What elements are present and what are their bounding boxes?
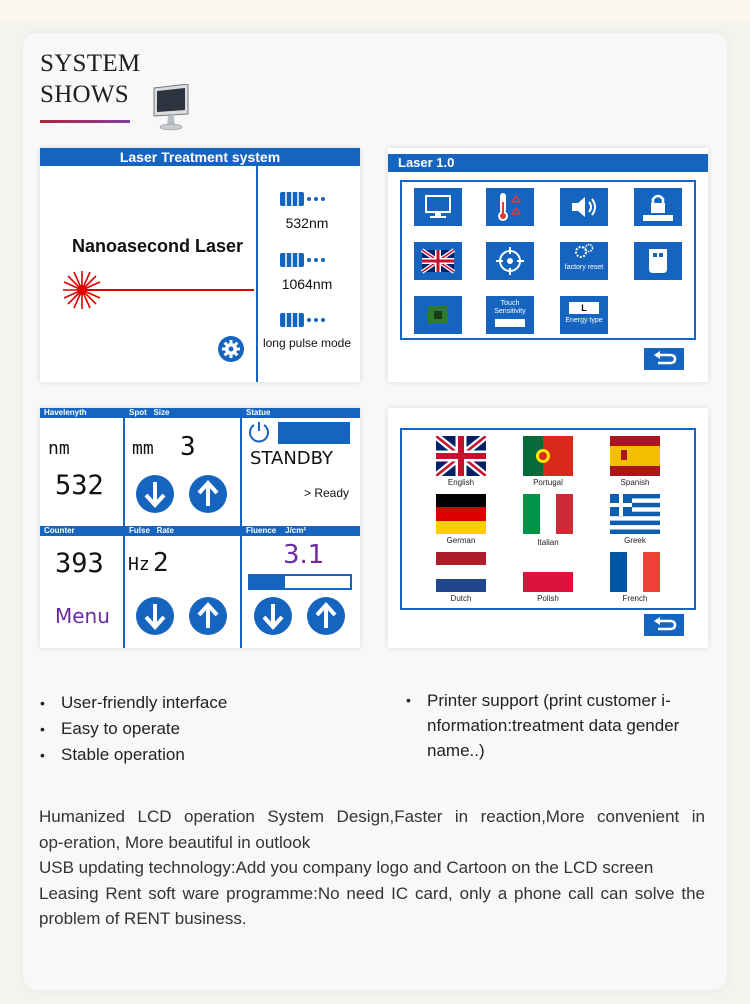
divider [123, 408, 125, 648]
laser-burst-icon [62, 270, 102, 310]
touch-icon [495, 319, 525, 327]
settings-grid [400, 180, 696, 340]
laser-diode-icon [278, 190, 328, 208]
menu-button[interactable]: Menu [55, 604, 110, 628]
spot-size-header: Spot Size [125, 408, 241, 418]
spot-value: 3 [180, 432, 196, 462]
germany-flag-icon[interactable] [436, 494, 486, 534]
divider [240, 408, 242, 648]
factory-reset-icon [560, 242, 608, 262]
increase-fluence-button[interactable] [306, 596, 346, 636]
gear-icon[interactable] [217, 335, 245, 363]
feature-item: • Stable operation [40, 742, 340, 768]
back-button[interactable] [644, 614, 684, 636]
laser-name: Nanoasecond Laser [72, 236, 244, 256]
language-label[interactable]: German [446, 536, 476, 545]
pulse-unit: Hz [128, 554, 150, 575]
language-label[interactable]: Greek [624, 536, 646, 545]
increase-spot-button[interactable] [188, 474, 228, 514]
treatment-status-screen [40, 408, 360, 648]
section-heading [40, 48, 140, 110]
laser-treatment-screen [40, 148, 360, 382]
feature-list-left [40, 690, 340, 768]
lock-icon [634, 188, 682, 226]
chip-button[interactable] [414, 296, 462, 334]
description-line: USB updating technology:Add you company logo and Cartoon on the LCD screen [39, 858, 654, 877]
energy-icon: L [569, 302, 599, 314]
heading-line-2: SHOWS [40, 81, 130, 108]
back-button[interactable] [644, 348, 684, 370]
laser-diode-icon [278, 311, 328, 329]
counter-value: 393 [55, 548, 104, 579]
poland-flag-icon[interactable] [523, 552, 573, 592]
power-icon[interactable] [246, 420, 272, 444]
touch-sensitivity-button[interactable] [486, 296, 534, 334]
tile-label: Energy type [565, 317, 603, 324]
wavelength-header: Havelenyth [40, 408, 124, 418]
wavelength-unit: nm [48, 438, 70, 459]
laser-beam [84, 289, 254, 291]
description-line: op-eration, More beautiful in outlook [39, 832, 311, 852]
energy-type-button[interactable] [560, 296, 608, 334]
wavelength-option-1064[interactable]: 1064nm [281, 276, 333, 292]
decrease-rate-button[interactable] [135, 596, 175, 636]
decrease-fluence-button[interactable] [253, 596, 293, 636]
language-grid [400, 428, 696, 610]
heading-underline [40, 120, 130, 123]
tile-label: factory reset [564, 264, 604, 271]
monitor-icon [150, 84, 190, 132]
thermometer-icon [486, 188, 534, 226]
display-icon [414, 188, 462, 226]
increase-rate-button[interactable] [188, 596, 228, 636]
wavelength-option-long-pulse[interactable]: long pulse mode [262, 336, 352, 350]
lock-button[interactable] [634, 188, 682, 226]
screen-title: Laser Treatment system [40, 148, 360, 166]
decrease-spot-button[interactable] [135, 474, 175, 514]
france-flag-icon[interactable] [610, 552, 660, 592]
wavelength-option-532[interactable]: 532nm [285, 215, 329, 231]
pulse-rate-header: Fulse Rate [125, 526, 241, 536]
language-label[interactable]: Spanish [620, 478, 650, 487]
language-label[interactable]: Italian [537, 538, 559, 547]
temperature-button[interactable] [486, 188, 534, 226]
language-label[interactable]: Portugal [533, 478, 563, 487]
feature-item: • Printer support (print customer i-nformation:treatment data gender name..) [406, 688, 726, 763]
usb-icon [634, 242, 682, 280]
feature-item: • Easy to operate [40, 716, 340, 742]
fluence-level-bar [248, 574, 352, 590]
fluence-level-fill [250, 576, 285, 588]
usb-button[interactable] [634, 242, 682, 280]
uk-flag-icon[interactable] [436, 436, 486, 476]
sound-button[interactable] [560, 188, 608, 226]
uk-flag-icon [414, 242, 462, 280]
italy-flag-icon[interactable] [523, 494, 573, 534]
wavelength-value: 532 [55, 470, 104, 501]
factory-reset-button[interactable] [560, 242, 608, 280]
product-description [39, 804, 705, 932]
fluence-header: Fluence J/cm² [242, 526, 360, 536]
language-button[interactable] [414, 242, 462, 280]
pulse-value: 2 [153, 548, 169, 578]
feature-item: • User-friendly interface [40, 690, 340, 716]
feature-list-right [406, 688, 726, 763]
description-line: Humanized LCD operation System Design,Faster in reaction,More convenient in [39, 807, 705, 826]
return-icon [644, 614, 684, 636]
top-strip [0, 0, 750, 22]
fluence-value: 3.1 [283, 540, 325, 570]
description-line: problem of RENT business. [39, 909, 247, 928]
netherlands-flag-icon[interactable] [436, 552, 486, 592]
speaker-icon [560, 188, 608, 226]
language-label[interactable]: English [447, 478, 475, 487]
spot-unit: mm [132, 438, 154, 459]
portugal-flag-icon[interactable] [523, 436, 573, 476]
spain-flag-icon[interactable] [610, 436, 660, 476]
heading-line-1: SYSTEM [40, 50, 141, 77]
status-header: Statue [242, 408, 360, 418]
status-text: STANDBY [250, 448, 334, 469]
language-label[interactable]: Polish [537, 594, 559, 603]
chip-icon [414, 296, 462, 334]
description-line: Leasing Rent soft ware programme:No need IC card, only a phone call can solve the [39, 883, 705, 903]
display-settings-button[interactable] [414, 188, 462, 226]
counter-header: Counter [40, 526, 124, 536]
return-icon [644, 348, 684, 370]
screen-title: Laser 1.0 [388, 154, 708, 172]
laser-diode-icon [278, 251, 328, 269]
ready-text: > Ready [304, 486, 350, 500]
tile-label: Touch Sensitivity [494, 300, 526, 315]
settings-menu-screen [388, 148, 708, 382]
language-selection-screen [388, 408, 708, 648]
calibration-button[interactable] [486, 242, 534, 280]
greece-flag-icon[interactable] [610, 494, 660, 534]
language-label[interactable]: Dutch [450, 594, 472, 603]
language-label[interactable]: French [622, 594, 648, 603]
status-indicator [278, 422, 350, 444]
crosshair-icon [486, 242, 534, 280]
